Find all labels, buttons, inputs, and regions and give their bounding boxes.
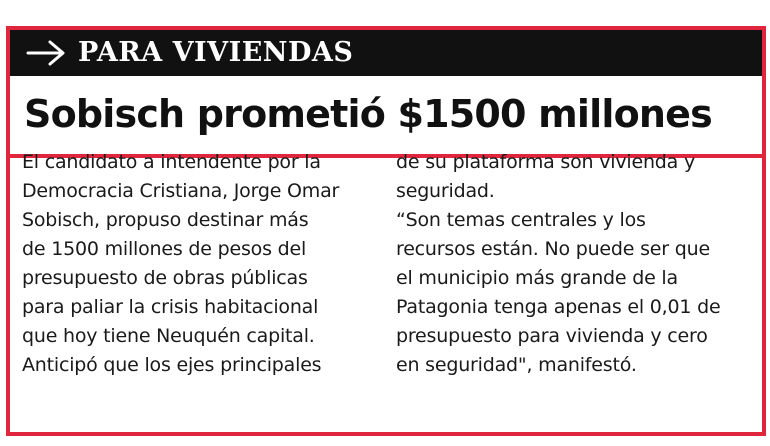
headline: Sobisch prometió $1500 millones — [24, 92, 712, 136]
body-line: de su plataforma son vivienda y — [396, 151, 695, 173]
body-line: presupuesto para vivienda y cero — [396, 325, 708, 347]
body-line: presupuesto de obras públicas — [22, 267, 308, 289]
body-line: Anticipó que los ejes principales — [22, 354, 322, 376]
body-line: en seguridad", manifestó. — [396, 354, 637, 376]
body-line: para paliar la crisis habitacional — [22, 296, 319, 318]
headline-area — [10, 76, 762, 158]
body-line: seguridad. — [396, 180, 495, 202]
section-label: PARA VIVIENDAS — [78, 37, 354, 68]
body-column-right — [396, 148, 720, 380]
body-line: El candidato a intendente por la — [22, 151, 321, 173]
arrow-right-icon — [26, 39, 66, 67]
body-line: que hoy tiene Neuquén capital. — [22, 325, 315, 347]
body-line: el municipio más grande de la — [396, 267, 678, 289]
body-line: de 1500 millones de pesos del — [22, 238, 307, 260]
body-column-left — [22, 148, 339, 380]
body-line: Sobisch, propuso destinar más — [22, 209, 309, 231]
section-header-bar — [10, 30, 762, 76]
body-line: “Son temas centrales y los — [396, 209, 646, 231]
body-line: Patagonia tenga apenas el 0,01 de — [396, 296, 721, 318]
body-line: recursos están. No puede ser que — [396, 238, 710, 260]
body-line: Democracia Cristiana, Jorge Omar — [22, 180, 340, 202]
